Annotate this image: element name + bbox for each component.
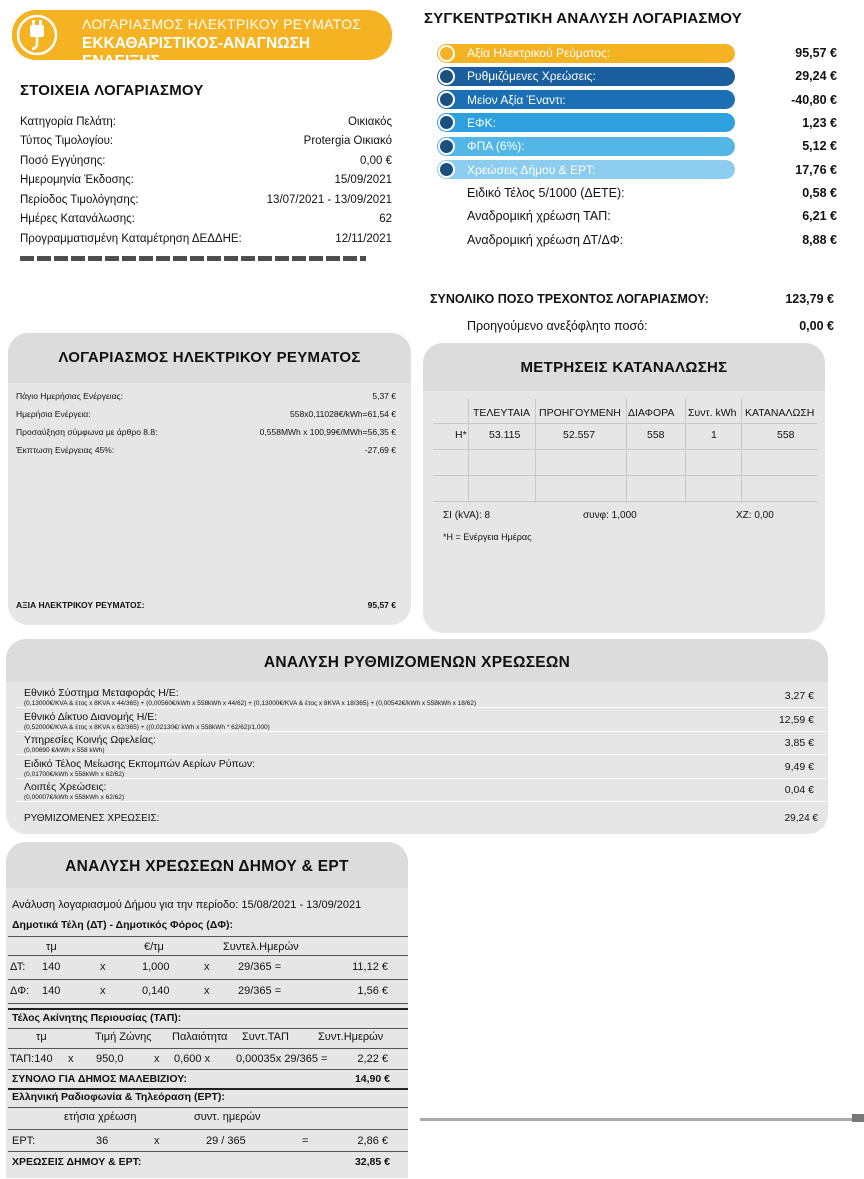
tap-x2: x — [154, 1053, 160, 1065]
plug-icon — [12, 10, 62, 60]
account-row — [20, 229, 392, 249]
previous-row — [467, 319, 834, 333]
meter-si: ΣΙ (kVA): 8 — [443, 510, 491, 521]
account-row — [20, 112, 392, 132]
tap-label: ΤΑΠ:140 — [10, 1053, 53, 1065]
previous-label: Προηγούμενο ανεξόφλητο ποσό: — [467, 319, 648, 333]
regulated-label: Υπηρεσίες Κοινής Ωφελείας: — [24, 734, 156, 746]
dt-headers — [8, 938, 408, 956]
account-title: ΣΤΟΙΧΕΙΑ ΛΟΓΑΡΙΑΣΜΟΥ — [20, 82, 204, 99]
tap-header-days: Συντ.Ημερών — [318, 1031, 384, 1043]
total-value: 123,79 € — [785, 292, 834, 306]
tap-row — [8, 1050, 408, 1068]
energy-total-label: ΑΞΙΑ ΗΛΕΚΤΡΙΚΟΥ ΡΕΥΜΑΤΟΣ: — [16, 600, 145, 610]
summary-label: ΦΠΑ (6%): — [467, 139, 525, 154]
summary-pill — [437, 113, 735, 132]
energy-title: ΛΟΓΑΡΙΑΣΜΟΣ ΗΛΕΚΤΡΙΚΟΥ ΡΕΥΜΑΤΟΣ — [8, 333, 411, 383]
bullet-icon — [438, 91, 455, 108]
regulated-row — [16, 732, 826, 755]
bullet-icon — [438, 161, 455, 178]
meter-prev: 52.557 — [563, 429, 596, 441]
dt-header-rate: €/τμ — [144, 941, 164, 953]
ert-x: x — [154, 1135, 160, 1147]
dt-row-divider — [8, 979, 408, 980]
meter-xz: ΧΖ: 0,00 — [736, 510, 774, 521]
meter-diff: 558 — [647, 429, 665, 441]
ert-title: Ελληνική Ραδιοφωνία & Τηλεόραση (ΕΡΤ): — [12, 1091, 225, 1103]
previous-value: 0,00 € — [799, 319, 834, 333]
account-value: Οικιακός — [347, 115, 392, 128]
summary-pill — [437, 67, 735, 86]
meter-header: ΠΡΟΗΓΟΥΜΕΝΗ — [539, 407, 621, 419]
regulated-label: Εθνικό Σύστημα Μεταφοράς Η/Ε: — [24, 687, 179, 699]
summary-row — [437, 112, 837, 134]
ert-label: ΕΡΤ: — [12, 1135, 36, 1147]
regulated-value: 0,04 € — [784, 784, 814, 796]
account-label: Τύπος Τιμολογίου: — [20, 135, 114, 148]
regulated-row — [16, 756, 826, 779]
tap-zone: 950,0 — [96, 1053, 124, 1065]
dt-value: 1,56 € — [357, 985, 388, 997]
tap-header-age: Παλαιότητα — [172, 1031, 228, 1043]
regulated-panel — [6, 639, 828, 834]
dt-x1: x — [100, 985, 106, 997]
account-details — [20, 112, 392, 249]
summary-value: -40,80 € — [791, 92, 837, 107]
regulated-value: 12,59 € — [778, 713, 814, 726]
summary-row-plain — [437, 182, 837, 204]
summary-label: Ρυθμιζόμενες Χρεώσεις: — [467, 69, 596, 84]
summary-pill — [437, 160, 735, 179]
account-row — [20, 132, 392, 152]
energy-label: Ημερήσια Ενέργεια: — [16, 409, 91, 419]
ert-headers — [8, 1111, 408, 1127]
account-value: 0,00 € — [360, 154, 392, 167]
dt-label: ΔΤ: — [10, 961, 26, 973]
dt-value: 11,12 € — [352, 961, 388, 973]
dt-title: Δημοτικά Τέλη (ΔΤ) - Δημοτικός Φόρος (ΔΦ): — [12, 919, 233, 931]
regulated-label: Ειδικό Τέλος Μείωσης Εκπομπών Αερίων Ρύπων: — [24, 757, 255, 770]
muni-total-label: ΣΥΝΟΛΟ ΓΙΑ ΔΗΜΟΣ ΜΑΛΕΒΙΖΙΟΥ: — [12, 1073, 187, 1085]
municipal-period: Ανάλυση λογαριασμού Δήμου για την περίοδο: 15/08/2021 - 13/09/2021 — [12, 899, 362, 911]
meter-row — [423, 429, 825, 443]
summary-plain-value: 8,88 € — [802, 232, 837, 247]
dt-rate: 0,140 — [142, 985, 170, 997]
regulated-detail: (0,00690 €/kWh x 558 kWh) — [24, 747, 105, 754]
tap-x1: x — [68, 1053, 74, 1065]
regulated-detail: (0,00007€/kWh x 558kWh x 62/62) — [24, 794, 125, 801]
account-value: 62 — [379, 213, 392, 226]
dt-x2: x — [204, 961, 210, 973]
summary-row-plain — [437, 229, 837, 251]
account-label: Περίοδος Τιμολόγησης: — [20, 193, 139, 206]
energy-value: 0,558MWh x 100,99€/MWh=56,35 € — [259, 427, 396, 437]
divider — [420, 1118, 852, 1121]
account-row — [20, 151, 392, 171]
regulated-detail: (0,13000€/KVA & έτος x 8KVA x 44/365) + (0,00560€/kWh x 558kWh x 44/62) + (0,13000€/KVA & έτος x 8KVA x 18/365) + (0,00542€/kWh x 558kWh x 18/62) — [24, 700, 477, 707]
tap-value: 2,22 € — [357, 1053, 388, 1065]
summary-plain-label: Ειδικό Τέλος 5/1000 (ΔΕΤΕ): — [467, 186, 625, 200]
dt-header-days: Συντελ.Ημερών — [223, 941, 299, 953]
meter-panel — [423, 343, 825, 633]
summary-label: ΕΦΚ: — [467, 115, 496, 130]
account-value: 13/07/2021 - 13/09/2021 — [266, 193, 392, 206]
dt-sqm: 140 — [42, 985, 61, 997]
ert-row — [8, 1132, 408, 1150]
bullet-icon — [438, 45, 455, 62]
energy-row — [16, 427, 396, 445]
regulated-detail: (0,01700€/kWh x 558kWh x 62/62) — [24, 770, 125, 778]
dt-label: ΔΦ: — [10, 985, 30, 997]
dt-header-sqm: τμ — [46, 941, 57, 953]
summary-row — [437, 135, 837, 157]
regulated-value: 3,85 € — [784, 737, 814, 749]
dt-days: 29/365 = — [238, 985, 282, 997]
regulated-total-label: ΡΥΘΜΙΖΟΜΕΝΕΣ ΧΡΕΩΣΕΙΣ: — [24, 813, 160, 824]
energy-total — [16, 600, 396, 610]
regulated-value: 3,27 € — [784, 690, 814, 702]
energy-value: 5,37 € — [372, 391, 396, 401]
ert-annual: 36 — [96, 1135, 109, 1147]
summary-row-plain — [437, 205, 837, 227]
energy-row — [16, 409, 396, 427]
ert-days: 29 / 365 — [206, 1135, 246, 1147]
summary-pill — [437, 137, 735, 156]
energy-row — [16, 391, 396, 409]
regulated-detail: (0,52000€/KVA & έτος x 8KVA x 62/365) + ((0,02130€/ kWh x 558kWh * 62/62)/1,000) — [24, 723, 270, 731]
summary-value: 29,24 € — [795, 69, 837, 84]
meter-cos: συνφ: 1,000 — [583, 510, 637, 521]
account-row — [20, 210, 392, 230]
energy-label: Προσαύξηση σύμφωνα με άρθρο 8.8: — [16, 427, 158, 437]
account-row — [20, 190, 392, 210]
regulated-row — [16, 709, 826, 732]
total-label: ΣΥΝΟΛΙΚΟ ΠΟΣΟ ΤΡΕΧΟΝΤΟΣ ΛΟΓΑΡΙΑΣΜΟΥ: — [430, 292, 709, 306]
tap-headers — [8, 1031, 408, 1047]
regulated-value: 9,49 € — [784, 760, 814, 773]
summary-plain-value: 6,21 € — [802, 209, 837, 224]
summary-plain-value: 0,58 € — [802, 186, 837, 200]
dt-rate: 1,000 — [142, 961, 170, 973]
summary-plain-label: Αναδρομική χρέωση ΔΤ/ΔΦ: — [467, 232, 624, 247]
account-value: Protergia Οικιακό — [303, 135, 392, 148]
energy-value: -27,69 € — [364, 445, 396, 455]
account-label: Ημέρες Κατανάλωσης: — [20, 213, 135, 226]
dt-sqm: 140 — [42, 961, 61, 973]
account-row — [20, 171, 392, 191]
summary-row — [437, 42, 837, 64]
municipal-total-label: ΧΡΕΩΣΕΙΣ ΔΗΜΟΥ & ΕΡΤ: — [12, 1156, 142, 1168]
energy-total-value: 95,57 € — [367, 600, 396, 610]
cut-text-line — [20, 256, 366, 261]
summary-label: Χρεώσεις Δήμου & ΕΡΤ: — [467, 162, 596, 177]
meter-header: ΤΕΛΕΥΤΑΙΑ — [473, 407, 530, 419]
energy-panel — [8, 333, 411, 625]
tap-title: Τέλος Ακίνητης Περιουσίας (ΤΑΠ): — [12, 1012, 182, 1024]
tap-header-sqm: τμ — [36, 1031, 47, 1043]
header-banner — [12, 10, 392, 70]
tap-header-coef: Συντ.ΤΑΠ — [242, 1031, 289, 1043]
summary-plain-label: Αναδρομική χρέωση ΤΑΠ: — [467, 209, 611, 224]
regulated-row — [16, 779, 826, 802]
municipal-body — [8, 893, 408, 1178]
regulated-title: ΑΝΑΛΥΣΗ ΡΥΘΜΙΖΟΜΕΝΩΝ ΧΡΕΩΣΕΩΝ — [6, 639, 828, 682]
summary-pill — [437, 90, 735, 109]
dt-days: 29/365 = — [238, 961, 282, 973]
account-label: Κατηγορία Πελάτη: — [20, 115, 116, 128]
ert-header-days: συντ. ημερών — [194, 1111, 261, 1123]
summary-row — [437, 89, 837, 111]
meter-header: Συντ. kWh — [688, 407, 737, 419]
regulated-label: Λοιπές Χρεώσεις: — [24, 781, 107, 793]
account-value: 15/09/2021 — [334, 174, 392, 187]
meter-coef: 1 — [711, 429, 717, 441]
summary-pill — [437, 44, 735, 63]
dt-row-divider — [8, 1003, 408, 1004]
meter-note: *Η = Ενέργεια Ημέρας — [443, 532, 532, 542]
summary-label: Αξία Ηλεκτρικού Ρεύματος: — [467, 46, 611, 60]
summary-row — [437, 65, 837, 87]
dt-row — [8, 982, 408, 1002]
regulated-total-value: 29,24 € — [784, 813, 818, 824]
bullet-icon — [438, 114, 455, 131]
meter-header: ΚΑΤΑΝΑΛΩΣΗ — [745, 407, 815, 419]
meter-type: Η* — [455, 429, 467, 441]
account-label: Ποσό Εγγύησης: — [20, 154, 106, 167]
account-label: Προγραμματισμένη Καταμέτρηση ΔΕΔΔΗΕ: — [20, 232, 242, 245]
banner-title: ΛΟΓΑΡΙΑΣΜΟΣ ΗΛΕΚΤΡΙΚΟΥ ΡΕΥΜΑΤΟΣ — [82, 16, 362, 32]
dt-x2: x — [204, 985, 210, 997]
dt-row — [8, 958, 408, 978]
summary-value: 5,12 € — [802, 139, 837, 154]
ert-eq: = — [302, 1135, 309, 1147]
regulated-row — [16, 685, 826, 708]
energy-label: Έκπτωση Ενέργειας 45%: — [16, 445, 115, 455]
meter-cons: 558 — [777, 429, 795, 441]
ert-header-annual: ετήσια χρέωση — [64, 1111, 137, 1123]
muni-total-value: 14,90 € — [354, 1073, 390, 1085]
divider-end — [852, 1114, 864, 1122]
summary-value: 1,23 € — [802, 115, 837, 130]
ert-value: 2,86 € — [357, 1135, 388, 1147]
regulated-label: Εθνικό Δίκτυο Διανομής Η/Ε: — [24, 710, 158, 723]
energy-label: Πάγιο Ημερήσιας Ενέργειας: — [16, 391, 124, 401]
account-value: 12/11/2021 — [335, 232, 392, 245]
energy-row — [16, 445, 396, 463]
bullet-icon — [438, 138, 455, 155]
tap-age: 0,600 x — [174, 1053, 211, 1065]
account-label: Ημερομηνία Έκδοσης: — [20, 174, 134, 187]
bullet-icon — [438, 68, 455, 85]
municipal-title: ΑΝΑΛΥΣΗ ΧΡΕΩΣΕΩΝ ΔΗΜΟΥ & ΕΡΤ — [6, 842, 408, 888]
total-row — [430, 292, 834, 306]
banner-subtitle: ΕΚΚΑΘΑΡΙΣΤΙΚΟΣ-ΑΝΑΓΝΩΣΗ ΕΝΔΕΙΞΗΣ — [82, 35, 311, 70]
summary-row — [437, 159, 837, 181]
energy-value: 558x0,11028€/kWh=61,54 € — [290, 409, 396, 419]
summary-value: 17,76 € — [795, 162, 837, 177]
dt-x1: x — [100, 961, 106, 973]
meter-last: 53.115 — [489, 429, 521, 441]
tap-coef: 0,00035x 29/365 = — [236, 1053, 328, 1065]
tap-header-zone: Τιμή Ζώνης — [95, 1031, 152, 1043]
meter-header: ΔΙΑΦΟΡΑ — [628, 407, 675, 419]
meter-title: ΜΕΤΡΗΣΕΙΣ ΚΑΤΑΝΑΛΩΣΗΣ — [423, 343, 825, 391]
municipal-total-value: 32,85 € — [354, 1156, 390, 1168]
summary-value: 95,57 € — [795, 46, 837, 60]
summary-label: Μείον Αξία Έναντι: — [467, 92, 566, 107]
summary-title: ΣΥΓΚΕΝΤΡΩΤΙΚΗ ΑΝΑΛΥΣΗ ΛΟΓΑΡΙΑΣΜΟΥ — [424, 10, 742, 27]
